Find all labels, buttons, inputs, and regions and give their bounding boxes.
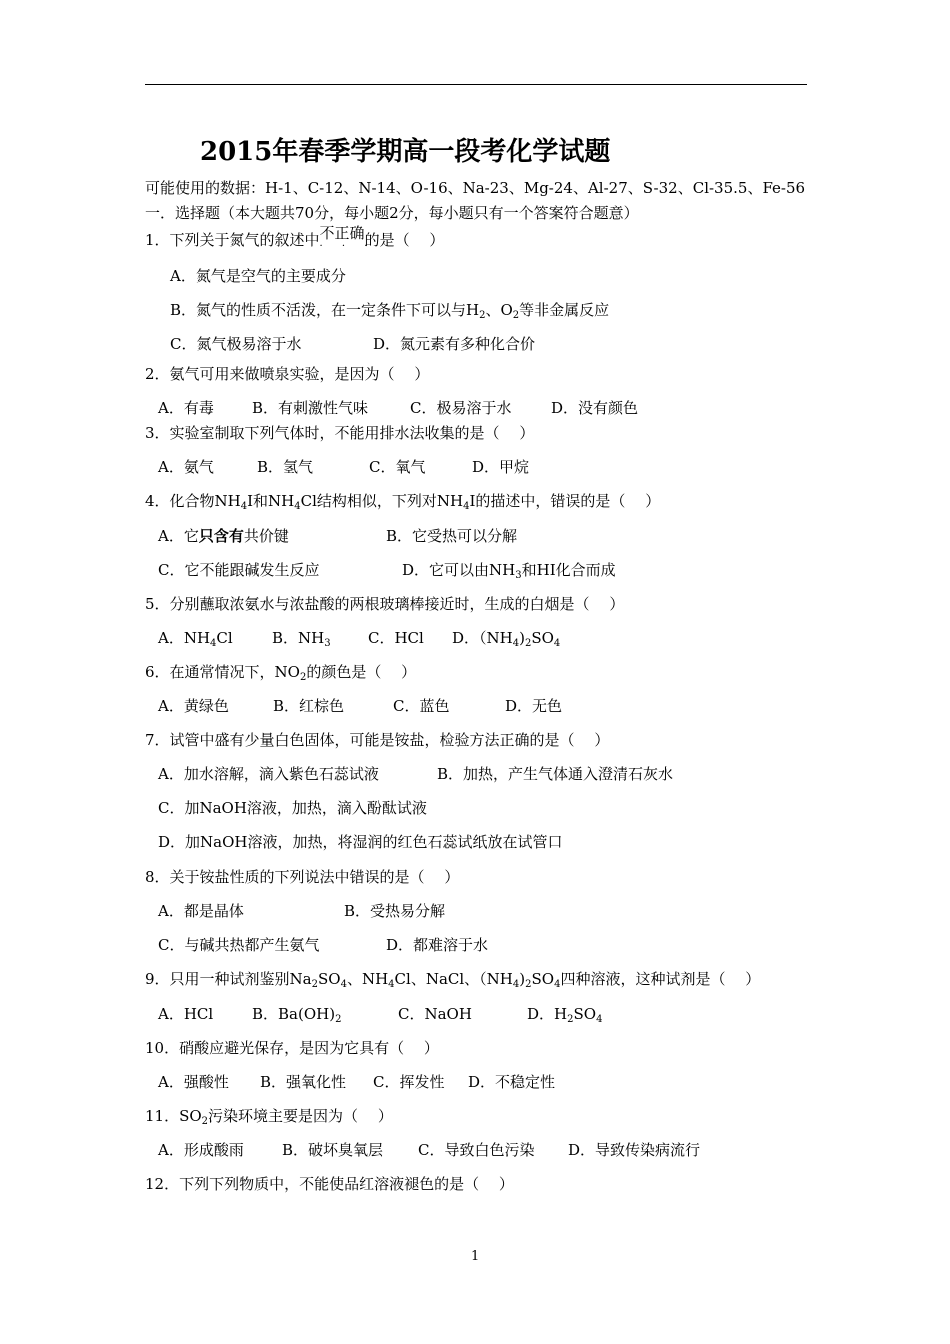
question-11-option-b: B．破坏臭氧层	[282, 1141, 384, 1159]
question-5-option-a: A．$NH_4Cl$	[158, 629, 233, 649]
question-2-option-c: C．极易溶于水	[410, 399, 512, 417]
page-title: 2015年春季学期高一段考化学试题	[200, 137, 611, 167]
question-8-option-b: B．受热易分解	[344, 902, 446, 920]
question-7-option-d: D．加NaOH溶液，加热，将湿润的红色石蕊试纸放在试管口	[158, 833, 563, 851]
question-6-stem: 6．在通常情况下，$NO_2$的颜色是（ ）	[145, 663, 417, 683]
question-6-option-d: D．无色	[505, 697, 563, 715]
question-11-option-a: A．形成酸雨	[158, 1141, 244, 1159]
page-number: 1	[471, 1249, 480, 1264]
question-1-option-c: C．氮气极易溶于水	[170, 335, 302, 353]
question-9-option-a: A．HCl	[158, 1005, 214, 1023]
emphasis-text: 不正确 · · ·	[319, 224, 376, 252]
question-4-option-c: C．它不能跟碱发生反应	[158, 561, 320, 579]
atomic-masses: 可能使用的数据：H-1、C-12、N-14、O-16、Na-23、Mg-24、Al-27、S-32、Cl-35.5、Fe-56	[145, 179, 806, 197]
question-4-option-a: A．它只含有共价键	[158, 527, 289, 545]
question-8-option-c: C．与碱共热都产生氨气	[158, 936, 320, 954]
question-7-option-c: C．加NaOH溶液，加热，滴入酚酞试液	[158, 799, 427, 817]
question-4-stem: 4．化合物$NH_4I$和$NH_4Cl$结构相似，下列对$NH_4I$的描述中，错误的是（ ）	[145, 492, 661, 512]
question-9-stem: 9．只用一种试剂鉴别$Na_2SO_4$、$NH_4Cl$、NaCl、$(NH_4)_2SO_4$四种溶液，这种试剂是（ ）	[145, 970, 761, 990]
question-10-option-c: C．挥发性	[373, 1073, 445, 1091]
question-10-stem: 10．硝酸应避光保存，是因为它具有（ ）	[145, 1039, 439, 1057]
question-2-option-d: D．没有颜色	[551, 399, 639, 417]
question-4-option-d: D．它可以由$NH_3$和HI化合而成	[402, 561, 616, 581]
question-11-stem: 11．$SO_2$污染环境主要是因为（ ）	[145, 1107, 393, 1127]
question-9-option-b: B．$Ba(OH)_2$	[252, 1005, 342, 1025]
question-6-option-b: B．红棕色	[273, 697, 345, 715]
question-8-option-d: D．都难溶于水	[386, 936, 489, 954]
question-3-option-c: C．氧气	[369, 458, 426, 476]
question-3-option-b: B．氢气	[257, 458, 314, 476]
question-5-option-c: C．HCl	[368, 629, 424, 647]
question-7-option-a: A．加水溶解，滴入紫色石蕊试液	[158, 765, 379, 783]
question-4-option-b: B．它受热可以分解	[386, 527, 518, 545]
question-10-option-b: B．强氧化性	[260, 1073, 347, 1091]
question-2-option-b: B．有刺激性气味	[252, 399, 369, 417]
question-3-option-a: A．氨气	[158, 458, 214, 476]
section-heading: 一．选择题（本大题共70分，每小题2分，每小题只有一个答案符合题意）	[145, 204, 639, 222]
question-5-option-d: D．$(NH_4)_2SO_4$	[452, 629, 561, 649]
header-rule	[145, 84, 807, 85]
question-8-option-a: A．都是晶体	[158, 902, 244, 920]
question-1-option-d: D．氮元素有多种化合价	[373, 335, 536, 353]
question-1-stem: 1．下列关于氮气的叙述中不正确 · · · 的是（ ）	[145, 224, 445, 252]
question-7-stem: 7．试管中盛有少量白色固体，可能是铵盐，检验方法正确的是（ ）	[145, 731, 610, 749]
question-6-option-c: C．蓝色	[393, 697, 450, 715]
question-2-option-a: A．有毒	[158, 399, 214, 417]
question-7-option-b: B．加热，产生气体通入澄清石灰水	[437, 765, 674, 783]
question-11-option-d: D．导致传染病流行	[568, 1141, 701, 1159]
question-1-option-a: A．氮气是空气的主要成分	[170, 267, 346, 285]
question-8-stem: 8．关于铵盐性质的下列说法中错误的是（ ）	[145, 868, 460, 886]
question-9-option-c: C．NaOH	[398, 1005, 472, 1023]
question-5-option-b: B．$NH_3$	[272, 629, 331, 649]
question-9-option-d: D．$H_2SO_4$	[527, 1005, 603, 1025]
question-5-stem: 5．分别蘸取浓氨水与浓盐酸的两根玻璃棒接近时，生成的白烟是（ ）	[145, 595, 625, 613]
question-12-stem: 12．下列下列物质中，不能使品红溶液褪色的是（ ）	[145, 1175, 514, 1193]
question-10-option-d: D．不稳定性	[468, 1073, 556, 1091]
question-1-option-b: B．氮气的性质不活泼，在一定条件下可以与$H_2$、$O_2$等非金属反应	[170, 301, 610, 321]
question-3-option-d: D．甲烷	[472, 458, 530, 476]
question-6-option-a: A．黄绿色	[158, 697, 229, 715]
question-10-option-a: A．强酸性	[158, 1073, 229, 1091]
question-11-option-c: C．导致白色污染	[418, 1141, 535, 1159]
question-3-stem: 3．实验室制取下列气体时，不能用排水法收集的是（ ）	[145, 424, 535, 442]
question-2-stem: 2．氨气可用来做喷泉实验，是因为（ ）	[145, 365, 430, 383]
